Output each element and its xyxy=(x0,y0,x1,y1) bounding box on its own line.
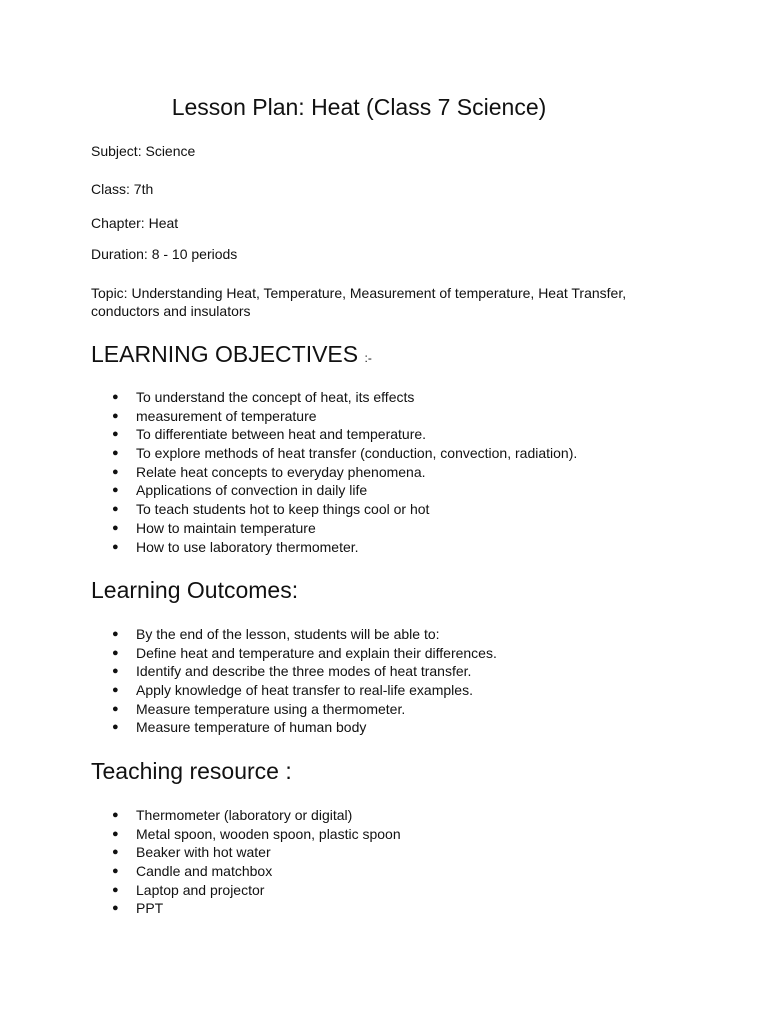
list-item: ● To teach students hot to keep things cool or hot xyxy=(91,500,577,519)
list-item: ● Relate heat concepts to everyday phenomena. xyxy=(91,463,577,482)
list-item: ● Candle and matchbox xyxy=(91,862,401,881)
topic-paragraph: Topic: Understanding Heat, Temperature, Measurement of temperature, Heat Transfer, conductors and insulators xyxy=(91,285,627,319)
list-item: ● Measure temperature of human body xyxy=(91,718,497,737)
list-item: ● Thermometer (laboratory or digital) xyxy=(91,806,401,825)
list-item: ● Beaker with hot water xyxy=(91,843,401,862)
resources-list xyxy=(91,806,401,918)
page-title: Lesson Plan: Heat (Class 7 Science) xyxy=(171,94,547,120)
list-item: ● measurement of temperature xyxy=(91,407,577,426)
outcomes-heading: Learning Outcomes: xyxy=(91,577,299,603)
list-item: ● How to maintain temperature xyxy=(91,519,577,538)
list-item: ● To understand the concept of heat, its effects xyxy=(91,388,577,407)
objectives-heading xyxy=(91,340,372,372)
duration-line: Duration: 8 - 10 periods xyxy=(91,246,238,262)
resources-heading: Teaching resource : xyxy=(91,758,292,784)
list-item: ● Measure temperature using a thermometer. xyxy=(91,700,497,719)
list-item: ● PPT xyxy=(91,899,401,918)
list-item: ● How to use laboratory thermometer. xyxy=(91,538,577,557)
list-item: ● Define heat and temperature and explain their differences. xyxy=(91,644,497,663)
class-line: Class: 7th xyxy=(91,181,154,197)
objectives-heading-text: LEARNING OBJECTIVES xyxy=(91,341,359,367)
list-item: ● By the end of the lesson, students will be able to: xyxy=(91,625,497,644)
list-item: ● Applications of convection in daily life xyxy=(91,481,577,500)
objectives-heading-suffix: :- xyxy=(364,351,372,365)
list-item: ● To explore methods of heat transfer (conduction, convection, radiation). xyxy=(91,444,577,463)
list-item: ● Metal spoon, wooden spoon, plastic spoon xyxy=(91,825,401,844)
list-item: ● Laptop and projector xyxy=(91,881,401,900)
chapter-line: Chapter: Heat xyxy=(91,215,179,231)
list-item: ● Apply knowledge of heat transfer to real-life examples. xyxy=(91,681,497,700)
subject-line: Subject: Science xyxy=(91,143,196,159)
objectives-list xyxy=(91,388,577,556)
outcomes-list xyxy=(91,625,497,737)
list-item: ● Identify and describe the three modes of heat transfer. xyxy=(91,662,497,681)
list-item: ● To differentiate between heat and temperature. xyxy=(91,425,577,444)
